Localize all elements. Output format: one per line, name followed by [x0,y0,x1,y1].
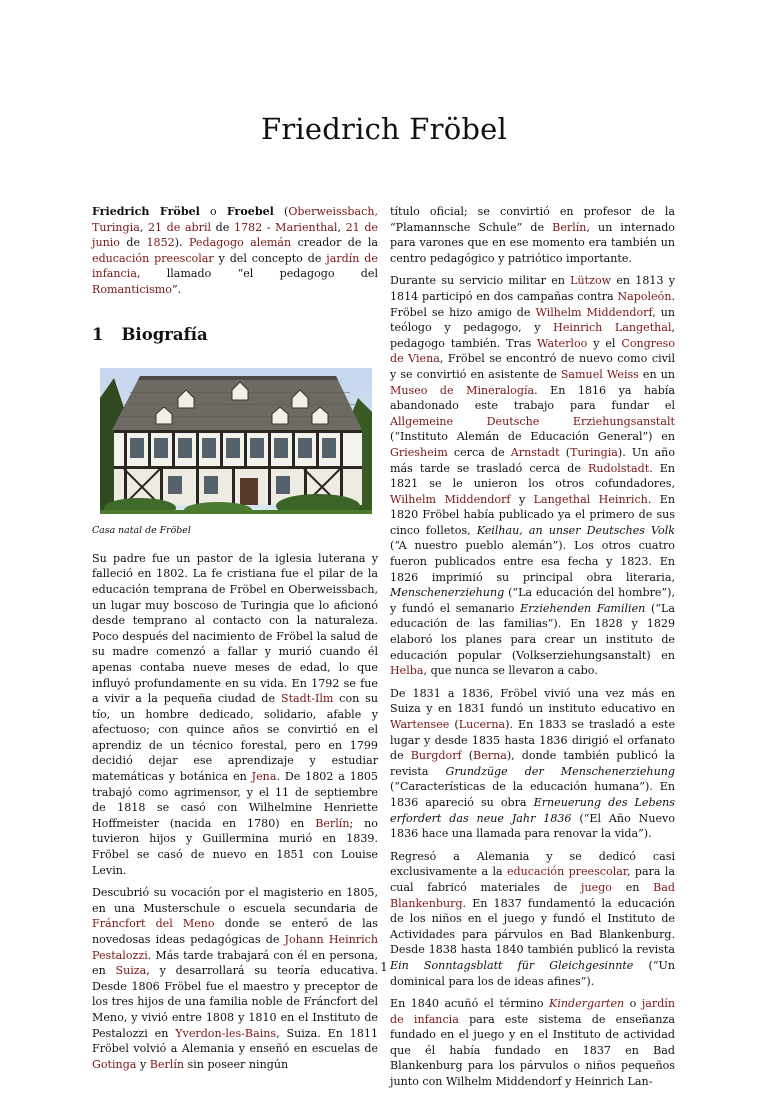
paragraph: Descubrió su vocación por el magisterio en 1805, en una Musterschule o escuela secundaria de Fráncfort del Meno donde se enteró de las novedosas ideas pedagógicas de Johann Heinrich Pestalozzi. Más tarde trabajará con él en persona, en Suiza, y desarrollará su teoría educativa. Desde 1806 Fröbel fue el maestro y preceptor de los tres hijos de una familia noble de Fráncfort del Meno, y vivió entre 1808 y 1810 en el Instituto de Pestalozzi en Yverdon-les-Bains, Suiza. En 1811 Fröbel volvió a Alemania y enseñó en escuelas de Gotinga y Berlín sin poseer ningún [92,886,378,1071]
link-yverdon[interactable]: Yverdon-les-Bains [175,1026,277,1040]
paragraph: De 1831 a 1836, Fröbel vivió una vez más en Suiza y en 1831 fundó un instituto educativo en Wartensee (Lucerna). En 1833 se trasladó a este lugar y desde 1835 hasta 1836 dirigió el orfanato de Burgdorf (Berna), donde también publicó la revista Grundzüge der Menschenerziehung (“Características de la educación humana”). En 1836 apareció su obra Erneuerung des Lebens erfordert das neue Jahr 1836 (“El Año Nuevo 1836 hace una llamada para renovar la vida”). [390,686,676,841]
subject-alt-name: Froebel [226,205,274,218]
link-wartensee[interactable]: Wartensee [390,718,450,731]
figure-caption: Casa natal de Fröbel [92,525,191,537]
link-helba[interactable]: Helba [390,664,424,678]
page-title: Friedrich Fröbel [261,112,507,146]
work-title: Erziehenden Familien [520,601,646,615]
link-kindergarten[interactable]: Kindergarten [549,997,625,1011]
section-heading [92,324,378,344]
left-column [92,204,378,1079]
work-title: Menschenerziehung [390,586,505,600]
link-berlin[interactable]: Berlín [315,816,350,830]
paragraph: título oficial; se convirtió en profesor de la “Plamannsche Schule” de Berlín, un internado para varones que en ese momento era también un centro pedagógico y patriótico importante. [390,205,675,265]
link-deathyear[interactable]: 1852 [146,236,175,250]
link-congreso-viena[interactable]: Congreso de Viena [390,336,675,366]
page-number: 1 [380,960,388,974]
link-turingia[interactable]: Turingia [570,445,618,459]
link-stadt-ilm[interactable]: Stadt-Ilm [280,692,334,706]
paragraph: Durante su servicio militar en Lützow en 1813 y 1814 participó en dos campañas contra Napoleón. Fröbel se hizo amigo de Wilhelm Middendorf, un teólogo y pedagogo, y Heinrich Langethal, pedagogo también. Tras Waterloo y el Congreso de Viena, Fröbel se encontró de nuevo como civil y se convirtió en asistente de Samuel Weiss en un Museo de Mineralogía. En 1816 ya había abandonado este trabajo para fundar el Allgemeine Deutsche Erziehungsanstalt (“Instituto Alemán de Educación General”) en Griesheim cerca de Arnstadt (Turingia). Un año más tarde se trasladó cerca de Rudolstadt. En 1821 se le unieron los otros cofundadores, Wilhelm Middendorf y Langethal Heinrich. En 1820 Fröbel había publicado ya el primero de sus cinco folletos, Keilhau, an unser Deutsches Volk (“A nuestro pueblo alemán”). Los otros cuatro fueron publicados entre esa fecha y 1823. En 1826 imprimió su principal obra literaria, Menschenerziehung (“La educación del hombre”), y fundó el semanario Erziehenden Familien (“La educación de las familias”). En 1828 y 1829 elaboró los planes para crear un instituto de educación popular (Volkserziehungsanstalt) en Helba, que nunca se llevaron a cabo. [390,274,676,678]
paragraph: Regresó a Alemania y se dedicó casi exclusivamente a la educación preescolar, para la cual fabricó materiales de juego en Bad Blankenburg. En 1837 fundamentó la educación de los niños en el juego y fundó el Instituto de Actividades para párvulos en Bad Blankenburg. Desde 1838 hasta 1840 también publicó la revista Ein Sonntagsblatt für Gleichgesinnte (“Un dominical para los de ideas afines”). [390,849,676,988]
section-number: 1 [92,324,104,344]
work-title: Erneuerung des Lebens erfordert das neue Jahr 1836 [390,795,675,825]
link-frankfurt[interactable]: Fráncfort del Meno [92,917,215,931]
link-erziehungsanstalt[interactable]: Allgemeine Deutsche Erziehungsanstalt [390,414,675,428]
link-jardin-de-infancia[interactable]: jardín de infancia [390,997,675,1026]
link-educacion-preescolar[interactable]: educación preescolar [506,865,627,879]
link-jena[interactable]: Jena [251,770,277,784]
work-title: Keilhau, an unser Deutsches Volk [476,523,675,537]
link-middendorf[interactable]: Wilhelm Middendorf [535,305,653,319]
paragraph: En 1840 acuñó el término Kindergarten o jardín de infancia para este sistema de enseñanza fundado en el juego y en el Instituto de actividad que él había fundado en 1837 en Bad Blankenburg para los párvulos o niños pequeños junto con Wilhelm Middendorf y Heinrich Lan- [390,997,675,1089]
link-arnstadt[interactable]: Arnstadt [510,445,560,459]
paragraph: Su padre fue un pastor de la iglesia luterana y falleció en 1802. La fe cristiana fue el pilar de la educación temprana de Fröbel en Oberweissbach, un lugar muy boscoso de Turingia que lo aficionó desde temprano al contacto con la naturaleza. Poco después del nacimiento de Fröbel la salud de su madre comenzó a fallar y murió cuando él apenas contaba nueve meses de edad, lo que influyó profundamente en su vida. En 1792 se fue a vivir a la pequeña ciudad de Stadt-Ilm con su tío, un hombre dedicado, solidario, afable y afectuoso; con quince años se convirtió en el aprendiz de un técnico forestal, pero en 1799 decidió dejar ese aprendizaje y estudiar matemáticas y botánica en Jena. De 1802 a 1805 trabajó como agrimensor, y el 11 de septiembre de 1818 se casó con Wilhelmine Henriette Hoffmeister (nacida en 1780) en Berlín; no tuvieron hijos y Guillermina murió en 1839. Fröbel se casó de nuevo en 1851 con Louise Levin. [92,551,378,877]
link-middendorf[interactable]: Wilhelm Middendorf [390,492,511,506]
link-gotinga[interactable]: Gotinga [92,1057,137,1071]
link-museo-mineralogia[interactable]: Museo de Mineralogía [390,383,535,397]
link-educacion-preescolar[interactable]: educación preescolar [92,251,214,265]
link-pedagogo[interactable]: Pedagogo [188,236,244,250]
link-birthyear[interactable]: 1782 [233,220,263,234]
subject-name: Friedrich Fröbel [92,205,200,218]
link-birthday[interactable]: 21 de abril [147,220,212,234]
link-jardin-de-infancia[interactable]: jardín de infancia [92,251,378,281]
work-title: Grundzüge der Menschenerziehung [445,764,675,778]
link-deathplace[interactable]: Marienthal [275,220,338,234]
link-bad-blankenburg[interactable]: Bad Blankenburg [390,880,675,910]
link-deathday[interactable]: 21 de junio [92,220,378,250]
intro-paragraph: Friedrich Fröbel o Froebel (Oberweissbach, Turingia, 21 de abril de 1782 - Marienthal, 21 de junio de 1852). Pedagogo alemán creador de la educación preescolar y del concepto de jardín de infancia, llamado “el pedagogo del Romanticismo”. [92,205,378,296]
house-photo [100,368,372,514]
link-suiza[interactable]: Suiza [115,964,147,978]
link-samuel-weiss[interactable]: Samuel Weiss [560,367,639,381]
link-romanticismo[interactable]: Romanticismo [92,282,172,296]
link-lutzow[interactable]: Lützow [570,274,612,288]
work-title: Ein Sonntagsblatt für Gleichgesinnte [390,958,634,972]
link-rudolstadt[interactable]: Rudolstadt [588,461,650,475]
link-berlin[interactable]: Berlín [552,220,587,234]
link-burgdorf[interactable]: Burgdorf [410,749,462,763]
link-langethal[interactable]: Heinrich Langethal [553,321,672,335]
link-griesheim[interactable]: Griesheim [390,445,448,459]
section-title: Biografía [121,324,208,344]
link-waterloo[interactable]: Waterloo [537,336,588,350]
link-berlin[interactable]: Berlín [149,1057,185,1071]
link-aleman[interactable]: alemán [250,236,292,250]
link-pestalozzi[interactable]: Johann Heinrich Pestalozzi [92,933,378,962]
link-birthplace[interactable]: Oberweissbach, Turingia [92,205,378,234]
link-juego[interactable]: juego [581,880,612,894]
link-napoleon[interactable]: Napoleón [617,289,672,303]
link-langethal[interactable]: Langethal Heinrich [533,492,648,506]
link-lucerna[interactable]: Lucerna [458,718,506,731]
link-berna[interactable]: Berna [473,749,507,763]
